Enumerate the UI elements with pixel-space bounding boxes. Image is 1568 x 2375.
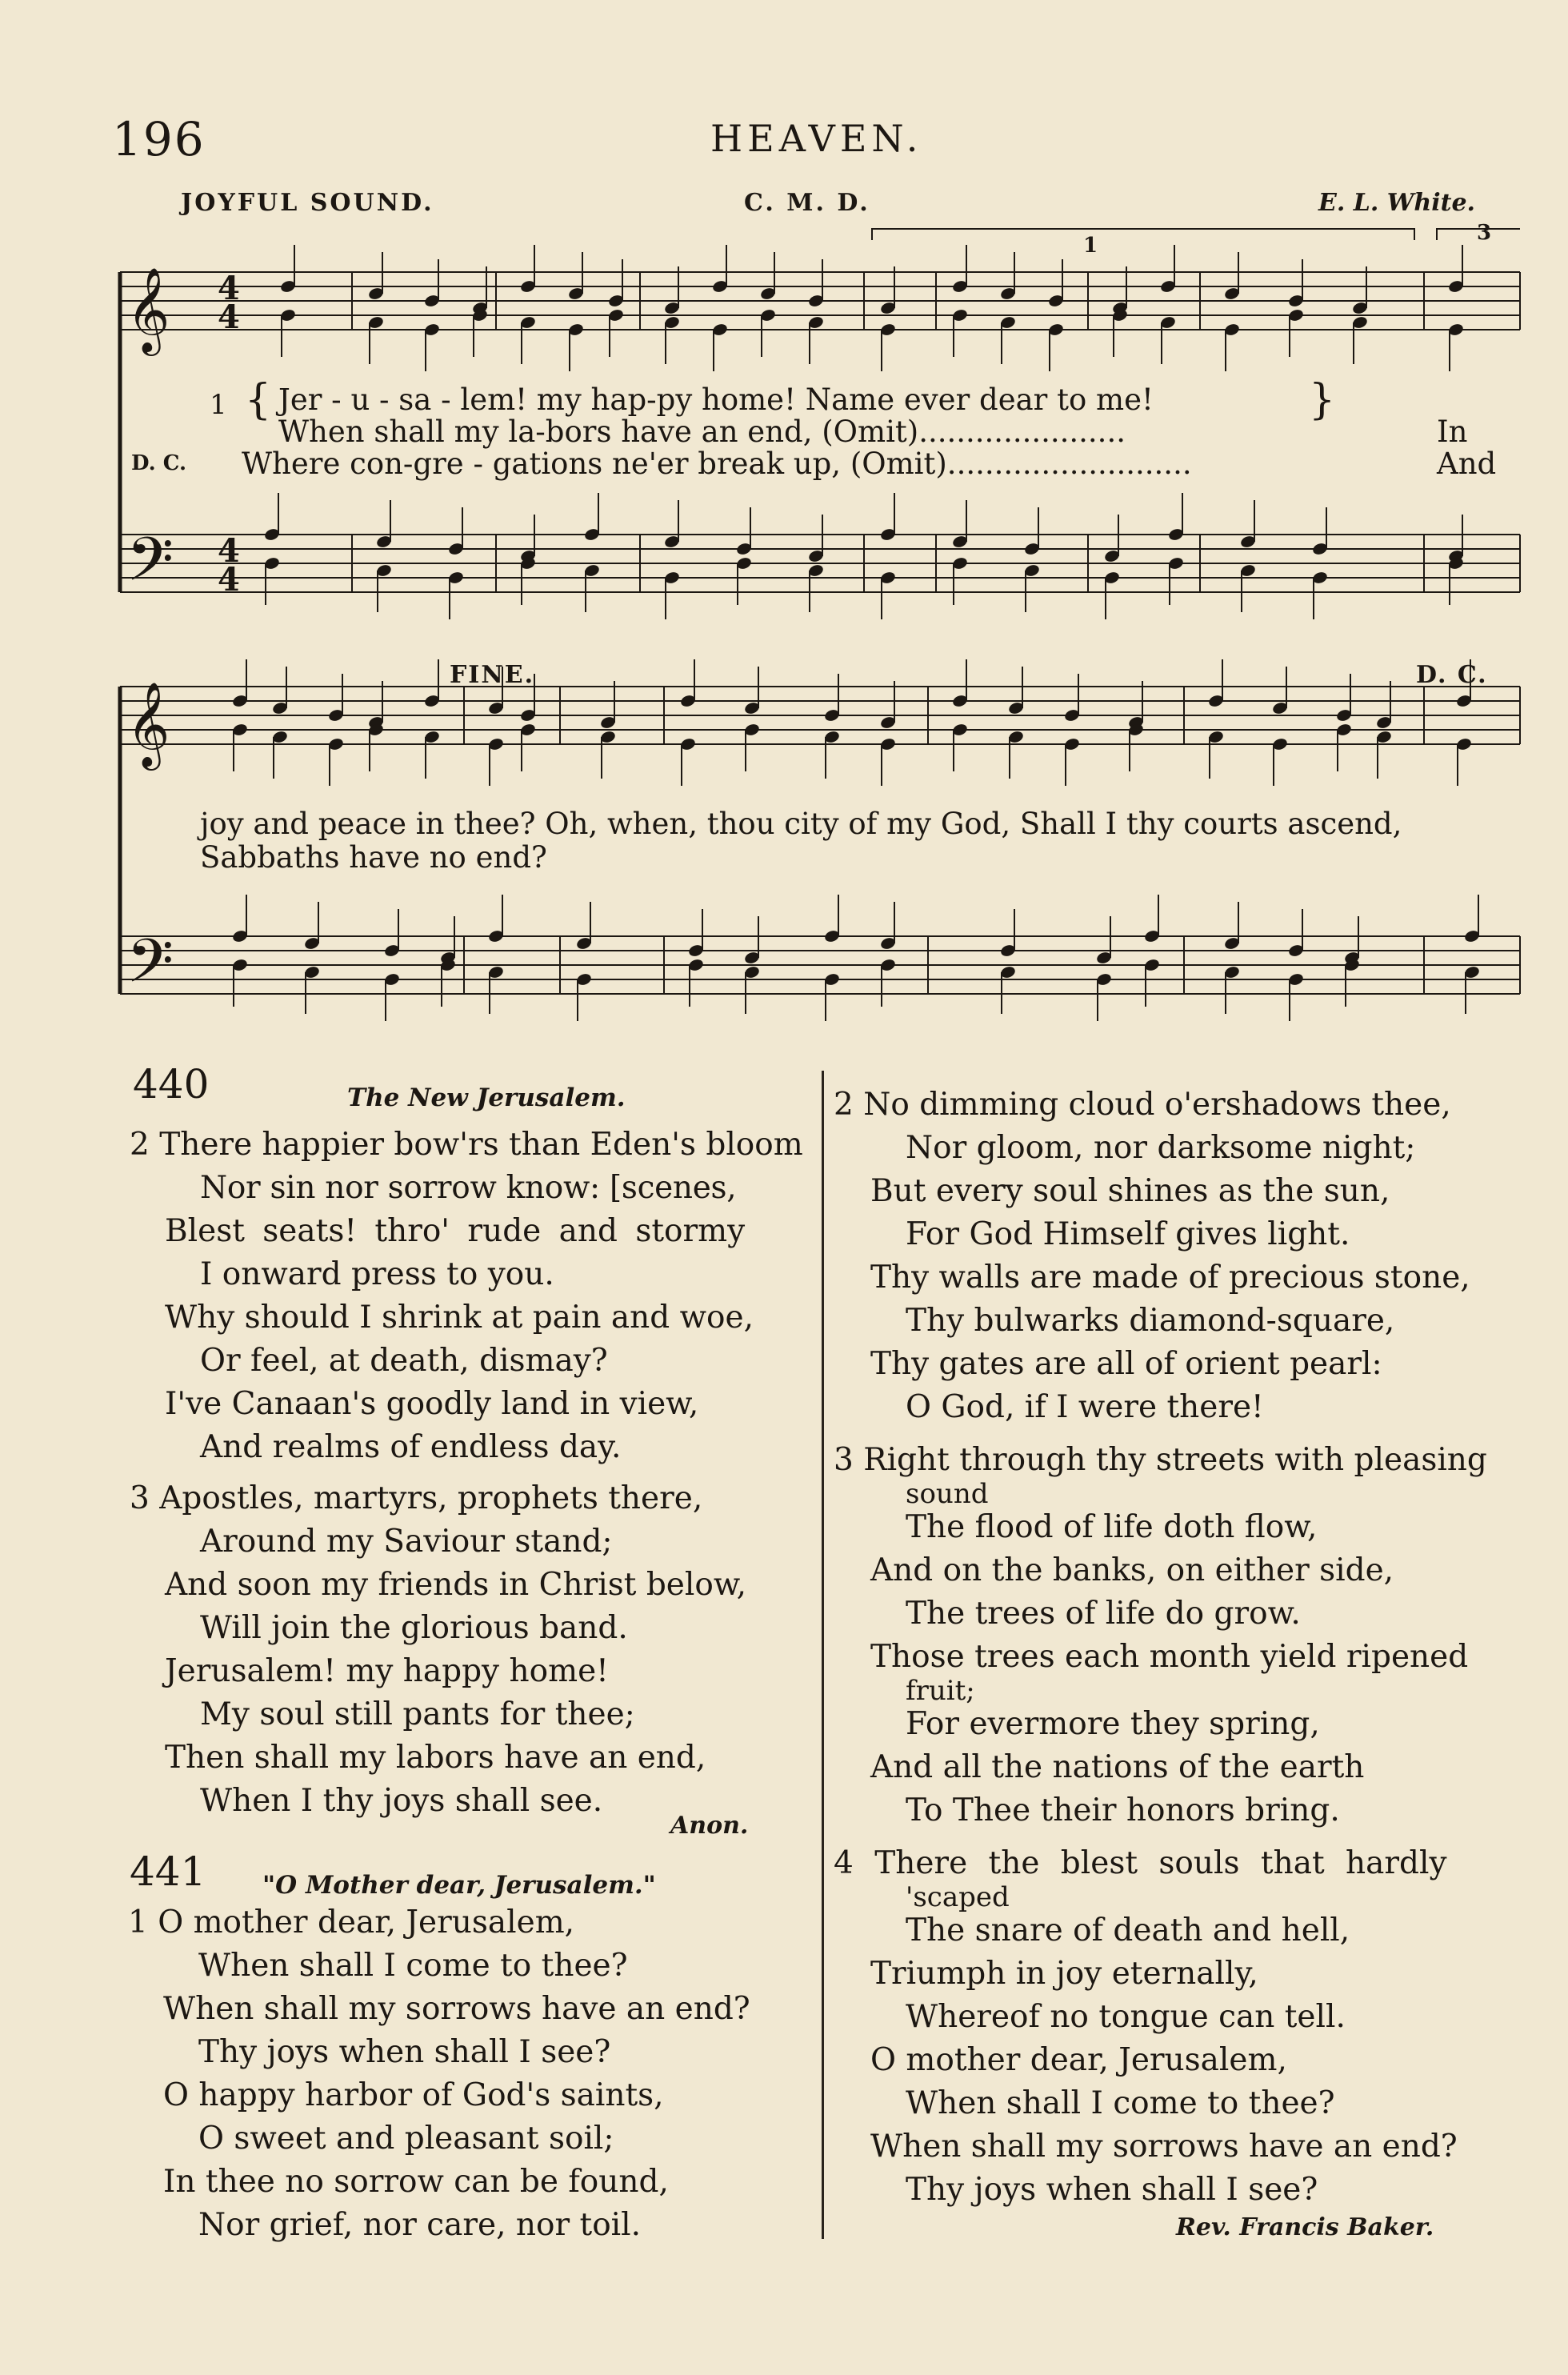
hymn-441-line: sound <box>906 1478 989 1510</box>
lyric-line-3-end: And <box>1437 447 1497 481</box>
hymn-440-line: Then shall my labors have an end, <box>165 1740 706 1776</box>
time-signature: 4 <box>218 270 240 307</box>
hymn-441-line: 1 O mother dear, Jerusalem, <box>128 1904 575 1940</box>
lyric-line-4: joy and peace in thee? Oh, when, thou city of my God, Shall I thy courts ascend, <box>200 807 1402 841</box>
hymn-440-attribution: Anon. <box>670 1812 749 1840</box>
dc-label: D. C. <box>1416 661 1488 689</box>
hymn-441-line: And all the nations of the earth <box>870 1749 1365 1785</box>
hymn-441-line: Those trees each month yield ripened <box>870 1639 1469 1675</box>
hymn-440-title: The New Jerusalem. <box>347 1083 626 1112</box>
hymn-441-line: Whereof no tongue can tell. <box>906 1999 1346 2035</box>
page-number: 196 <box>112 112 206 166</box>
music-score <box>0 0 1568 1040</box>
hymn-441-line: In thee no sorrow can be found, <box>163 2164 669 2200</box>
hymn-441-line: When shall I come to thee? <box>198 1948 628 1984</box>
treble-clef-icon: 𝄞 <box>126 681 170 767</box>
hymn-441-attribution: Rev. Francis Baker. <box>1176 2213 1434 2241</box>
hymn-441-line: Triumph in joy eternally, <box>870 1956 1258 1992</box>
hymn-440-line: My soul still pants for thee; <box>200 1696 635 1732</box>
ending-1-label: 1 <box>1083 234 1100 258</box>
hymn-441-line: Thy walls are made of precious stone, <box>870 1260 1470 1296</box>
hymn-440-line: And soon my friends in Christ below, <box>165 1567 746 1603</box>
hymn-440-line: 3 Apostles, martyrs, prophets there, <box>130 1480 703 1516</box>
time-signature: 4 <box>218 561 240 599</box>
hymn-441-line: When shall I come to thee? <box>906 2085 1335 2121</box>
tune-meter: C. M. D. <box>744 189 870 217</box>
hymn-441-line: Thy joys when shall I see? <box>198 2034 611 2070</box>
hymn-440-line: Around my Saviour stand; <box>200 1524 613 1560</box>
hymn-441-verses-right <box>834 1083 1530 2212</box>
hymn-440-line: I onward press to you. <box>200 1256 554 1292</box>
hymn-440-number: 440 <box>133 1061 210 1107</box>
hymn-441-verses-left <box>128 1901 816 2247</box>
hymn-441-line: The trees of life do grow. <box>906 1596 1301 1632</box>
hymn-441-line: For God Himself gives light. <box>906 1216 1350 1252</box>
hymn-441-line: 4 There the blest souls that hardly <box>834 1845 1447 1881</box>
brace-right: } <box>1309 376 1336 424</box>
verse-number: 1 <box>210 389 227 421</box>
hymn-440-line: Blest seats! thro' rude and stormy <box>165 1213 746 1249</box>
hymn-441-line: Thy gates are all of orient pearl: <box>870 1346 1382 1382</box>
treble-clef-icon: 𝄞 <box>126 266 170 352</box>
hymn-440-line: Why should I shrink at pain and woe, <box>165 1300 754 1336</box>
hymn-441-line: 'scaped <box>906 1881 1010 1913</box>
ending-bracket <box>872 229 1414 240</box>
hymn-441-line: To Thee their honors bring. <box>906 1792 1340 1828</box>
hymn-441-line: O mother dear, Jerusalem, <box>870 2042 1287 2078</box>
hymn-440-line: And realms of endless day. <box>200 1429 622 1465</box>
hymn-440-line: Or feel, at death, dismay? <box>200 1343 608 1379</box>
hymn-440-line: Nor sin nor sorrow know: [scenes, <box>200 1170 737 1206</box>
hymn-441-line: O happy harbor of God's saints, <box>163 2077 664 2113</box>
hymn-441-number: 441 <box>130 1848 206 1895</box>
fine-label: FINE. <box>450 661 535 689</box>
hymn-441-line: O God, if I were there! <box>906 1389 1264 1425</box>
lyric-line-5: Sabbaths have no end? <box>200 840 547 875</box>
hymn-441-title: "O Mother dear, Jerusalem." <box>262 1871 656 1900</box>
hymn-441-line: The snare of death and hell, <box>906 1912 1350 1948</box>
hymn-441-line: Thy bulwarks diamond-square, <box>906 1303 1395 1339</box>
hymn-441-line: For evermore they spring, <box>906 1706 1320 1742</box>
hymn-441-line: Thy joys when shall I see? <box>906 2172 1318 2208</box>
time-signature: 4 <box>218 532 240 570</box>
brace-left: { <box>245 376 272 424</box>
hymn-441-line: 2 No dimming cloud o'ershadows thee, <box>834 1087 1451 1123</box>
hymn-440-verses <box>130 1123 818 1823</box>
hymn-441-line: And on the banks, on either side, <box>870 1552 1394 1588</box>
tune-composer: E. L. White. <box>1318 189 1475 217</box>
ending-3-label: 3 <box>1477 221 1494 245</box>
dc-margin-label: D. C. <box>131 451 187 475</box>
hymn-440-line: Jerusalem! my happy home! <box>165 1653 609 1689</box>
hymn-440-line: 2 There happier bow'rs than Eden's bloom <box>130 1127 803 1163</box>
lyric-line-2-end: In <box>1437 415 1468 449</box>
time-signature: 4 <box>218 298 240 336</box>
hymn-441-line: Nor gloom, nor darksome night; <box>906 1130 1416 1166</box>
hymn-440-line: When I thy joys shall see. <box>200 1783 603 1819</box>
hymn-441-line: The flood of life doth flow, <box>906 1509 1318 1545</box>
hymn-441-line: When shall my sorrows have an end? <box>870 2129 1458 2165</box>
bass-clef-icon: 𝄢 <box>126 926 174 1011</box>
running-head: HEAVEN. <box>710 117 923 160</box>
hymn-441-line: When shall my sorrows have an end? <box>163 1991 750 2027</box>
bass-clef-icon: 𝄢 <box>126 524 174 610</box>
hymn-441-line: O sweet and pleasant soil; <box>198 2121 614 2157</box>
hymn-440-line: Will join the glorious band. <box>200 1610 628 1646</box>
lyric-line-1: Jer - u - sa - lem! my hap-py home! Name ever dear to me! <box>278 382 1154 417</box>
lyric-line-2: When shall my la-bors have an end, (Omit)...................... <box>278 415 1126 449</box>
hymn-441-line: 3 Right through thy streets with pleasing <box>834 1442 1487 1478</box>
hymn-440-line: I've Canaan's goodly land in view, <box>165 1386 699 1422</box>
hymn-441-line: Nor grief, nor care, nor toil. <box>198 2207 642 2243</box>
column-divider <box>822 1071 824 2239</box>
lyric-line-3: Where con-gre - gations ne'er break up, (Omit).......................... <box>242 447 1192 481</box>
tune-name: JOYFUL SOUND. <box>181 189 434 217</box>
hymn-441-line: fruit; <box>906 1675 975 1707</box>
hymn-441-line: But every soul shines as the sun, <box>870 1173 1390 1209</box>
